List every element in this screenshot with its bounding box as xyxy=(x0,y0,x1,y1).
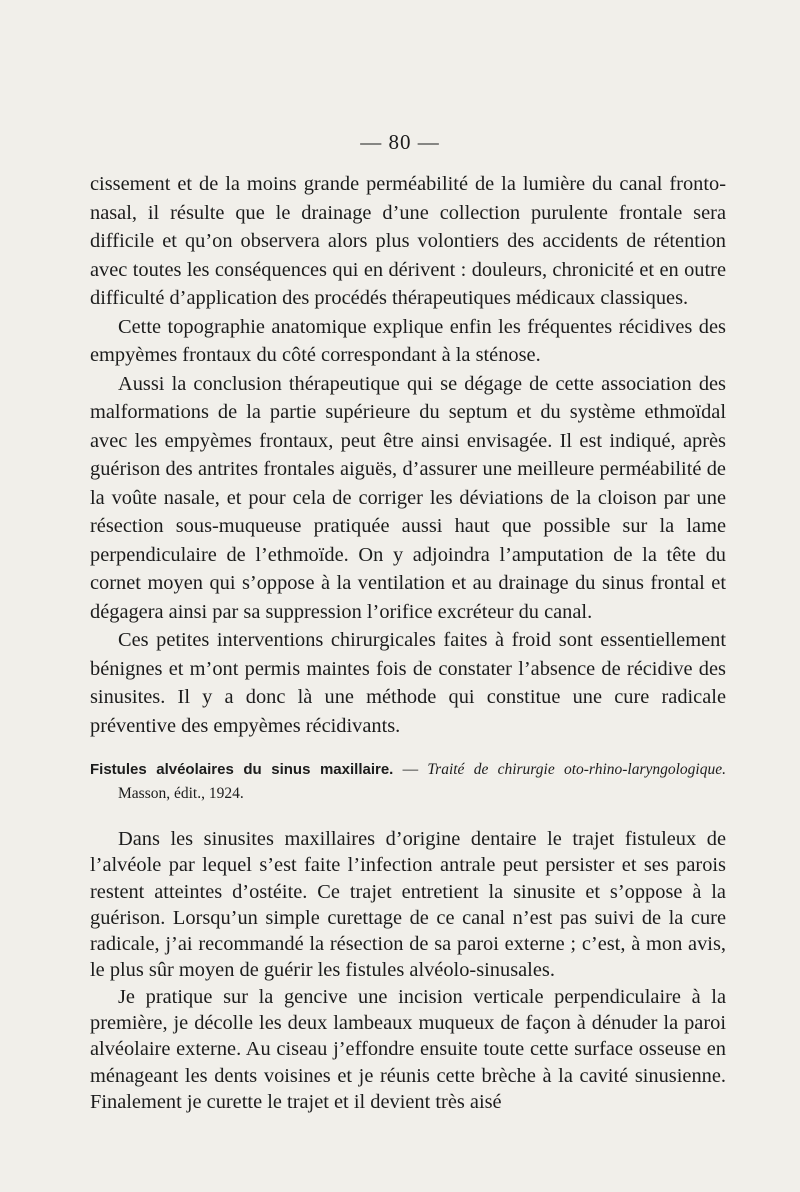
main-text xyxy=(90,170,726,740)
entry-publisher: Masson, édit., 1924. xyxy=(118,785,244,802)
paragraph: Ces petites interventions chirurgicales faites à froid sont essentiellement bénignes et m’ont permis maintes fois de constater l’absence de récidive des sinusites. Il y a donc là une méthode qui constitue une cure radicale préventive des empyèmes récidivants. xyxy=(90,629,726,737)
page-number: — 80 — xyxy=(360,130,440,154)
entry-title: Fistules alvéolaires du sinus maxillaire. xyxy=(90,761,394,778)
paragraph: Je pratique sur la gencive une incision verticale perpendiculaire à la première, je décolle les deux lambeaux muqueux de façon à dénuder la paroi alvéolaire externe. Au ciseau j’effondre ensuite toute cette surface osseuse en ménageant les dents voisines et je réunis cette brèche à la cavité sinusienne. Finalement je curette le trajet et il devient très aisé xyxy=(90,985,726,1113)
paragraph: Aussi la conclusion thérapeutique qui se dégage de cette association des malformations de la partie supérieure du septum et du système ethmoïdal avec les empyèmes frontaux, peut être ainsi envisagée. Il est indiqué, après guérison des antrites frontales aiguës, d’assurer une meilleure perméabilité de la voûte nasale, et pour cela de corriger les déviations de la cloison par une résection sous-muqueuse pratiquée aussi haut que possible sur la lame perpendiculaire de l’ethmoïde. On y adjoindra l’amputation de la tête du cornet moyen qui s’oppose à la ventilation et au drainage du sinus frontal et dégagera ainsi par sa suppression l’orifice excréteur du canal. xyxy=(90,372,726,623)
paragraph: cissement et de la moins grande perméabilité de la lumière du canal fronto-nasal, il résulte que le drainage d’une collection purulente frontale sera difficile et qu’on observera alors plus volontiers des accidents de rétention avec toutes les conséquences qui en dérivent : douleurs, chronicité et en outre difficulté d’application des procédés thérapeutiques médicaux classiques. xyxy=(90,173,726,309)
entry-body xyxy=(90,826,726,1115)
entry-dash: — xyxy=(402,761,419,778)
paragraph: Cette topographie anatomique explique enfin les fréquentes récidives des empyèmes frontaux du côté correspondant à la sténose. xyxy=(90,315,726,366)
bibliography-entry xyxy=(90,758,726,1115)
paragraph: Dans les sinusites maxillaires d’origine dentaire le trajet fistuleux de l’alvéole par lequel s’est faite l’infection antrale peut persister et ses parois restent atteintes d’ostéite. Ce trajet entretient la sinusite et s’oppose à la guérison. Lorsqu’un simple curettage de ce canal n’est pas suivi de la cure radicale, j’ai recommandé la résection de sa paroi externe ; c’est, à mon avis, le plus sûr moyen de guérir les fistules alvéolo-sinusales. xyxy=(90,828,726,982)
entry-source: Traité de chirurgie oto-rhino-laryngologique. xyxy=(427,761,726,778)
entry-heading xyxy=(90,758,726,806)
